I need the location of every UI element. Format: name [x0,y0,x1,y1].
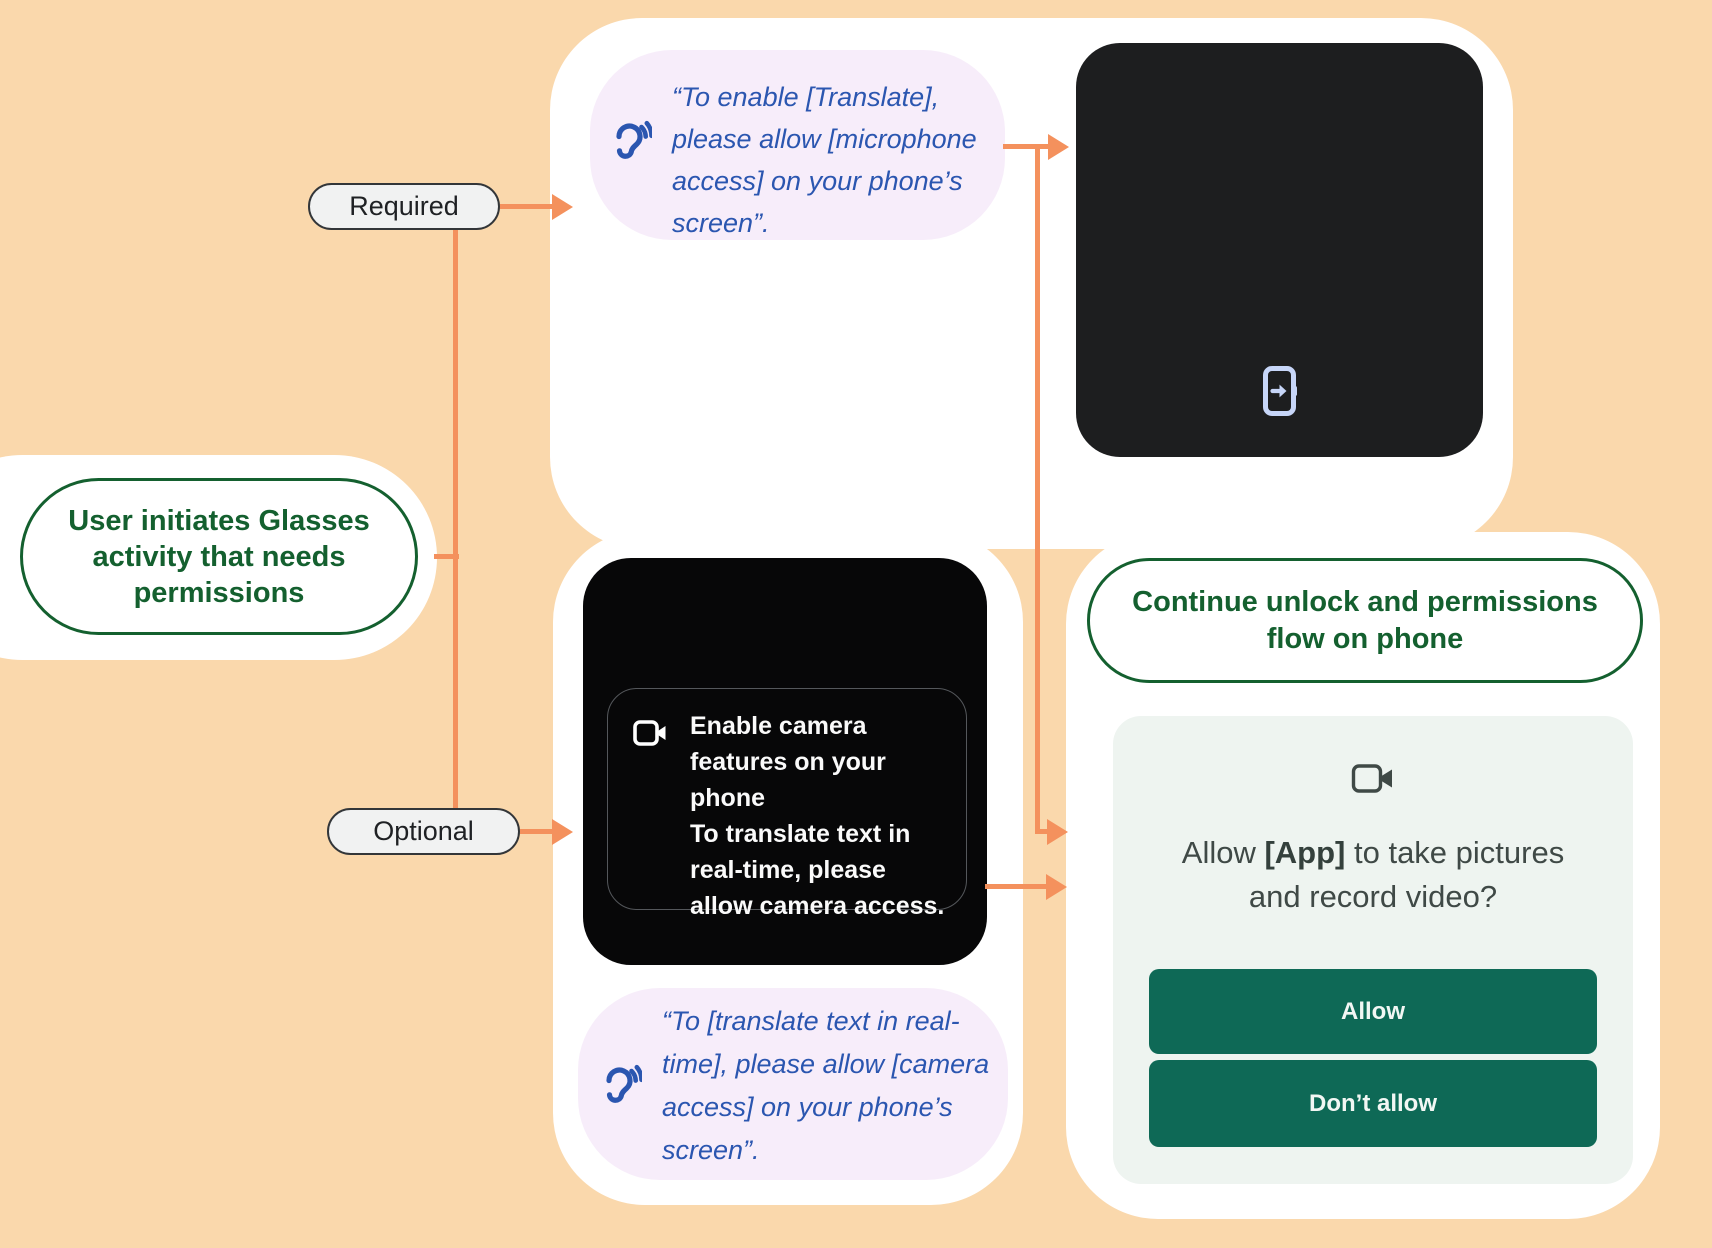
voice-line: access] on your phone’s [662,1092,953,1122]
glasses-screen-text [690,708,944,924]
required-label-pill [308,183,500,230]
voice-line: time], please allow [camera [662,1049,990,1079]
bubble-to-screen-arrowhead-icon [1048,134,1069,160]
start-node-line: permissions [133,576,305,609]
start-node-line: User initiates Glasses [68,504,370,537]
continue-flow-line: Continue unlock and permissions [1132,585,1598,618]
required-to-phone-arrowhead-icon [1047,819,1068,845]
required-to-phone-vertical-connector [1035,144,1040,834]
open-on-phone-icon [1263,366,1297,416]
dialog-title-pre: Allow [1181,835,1265,870]
required-arrow-line [500,204,554,209]
screen-line: phone [690,784,765,812]
permission-dialog-title [1113,831,1633,919]
allow-button[interactable] [1149,969,1597,1054]
optional-arrowhead-icon [552,819,573,845]
voice-prompt-text-microphone [672,76,977,244]
voice-line: “To enable [Translate], [672,82,940,112]
dont-allow-button-label: Don’t allow [1309,1089,1437,1117]
dialog-title-line2: and record video? [1248,879,1498,914]
optional-label-pill [327,808,520,855]
screen-to-phone-arrow-line [985,884,1048,889]
start-node-connector-stub [434,554,459,559]
branch-vertical-connector [453,230,458,808]
hearing-icon [608,120,652,164]
optional-arrow-line [520,829,554,834]
voice-prompt-text-camera [662,1000,989,1172]
screen-line: real-time, please [690,856,886,884]
continue-flow-pill [1087,558,1643,683]
dialog-title-post: to take pictures [1345,835,1565,870]
hearing-icon [598,1064,642,1108]
screen-line: To translate text in [690,820,911,848]
screen-to-phone-arrowhead-icon [1046,874,1067,900]
voice-line: screen”. [672,208,770,238]
voice-line: “To [translate text in real- [662,1006,960,1036]
required-label: Required [349,191,459,221]
voice-line: access] on your phone’s [672,166,963,196]
continue-flow-line: flow on phone [1266,622,1464,655]
required-arrowhead-icon [552,194,573,220]
allow-button-label: Allow [1341,997,1405,1025]
voice-line: screen”. [662,1135,760,1165]
bubble-to-screen-arrow-line [1003,144,1050,149]
videocam-icon [633,718,669,748]
start-node-line: activity that needs [92,540,346,573]
voice-line: please allow [microphone [672,124,977,154]
screen-line: Enable camera [690,712,867,740]
start-node-pill [20,478,418,635]
dialog-title-app: [App] [1264,835,1346,870]
videocam-icon [1351,762,1395,795]
optional-label: Optional [373,816,474,846]
dont-allow-button[interactable] [1149,1060,1597,1147]
screen-line: allow camera access. [690,892,945,920]
screen-line: features on your [690,748,886,776]
